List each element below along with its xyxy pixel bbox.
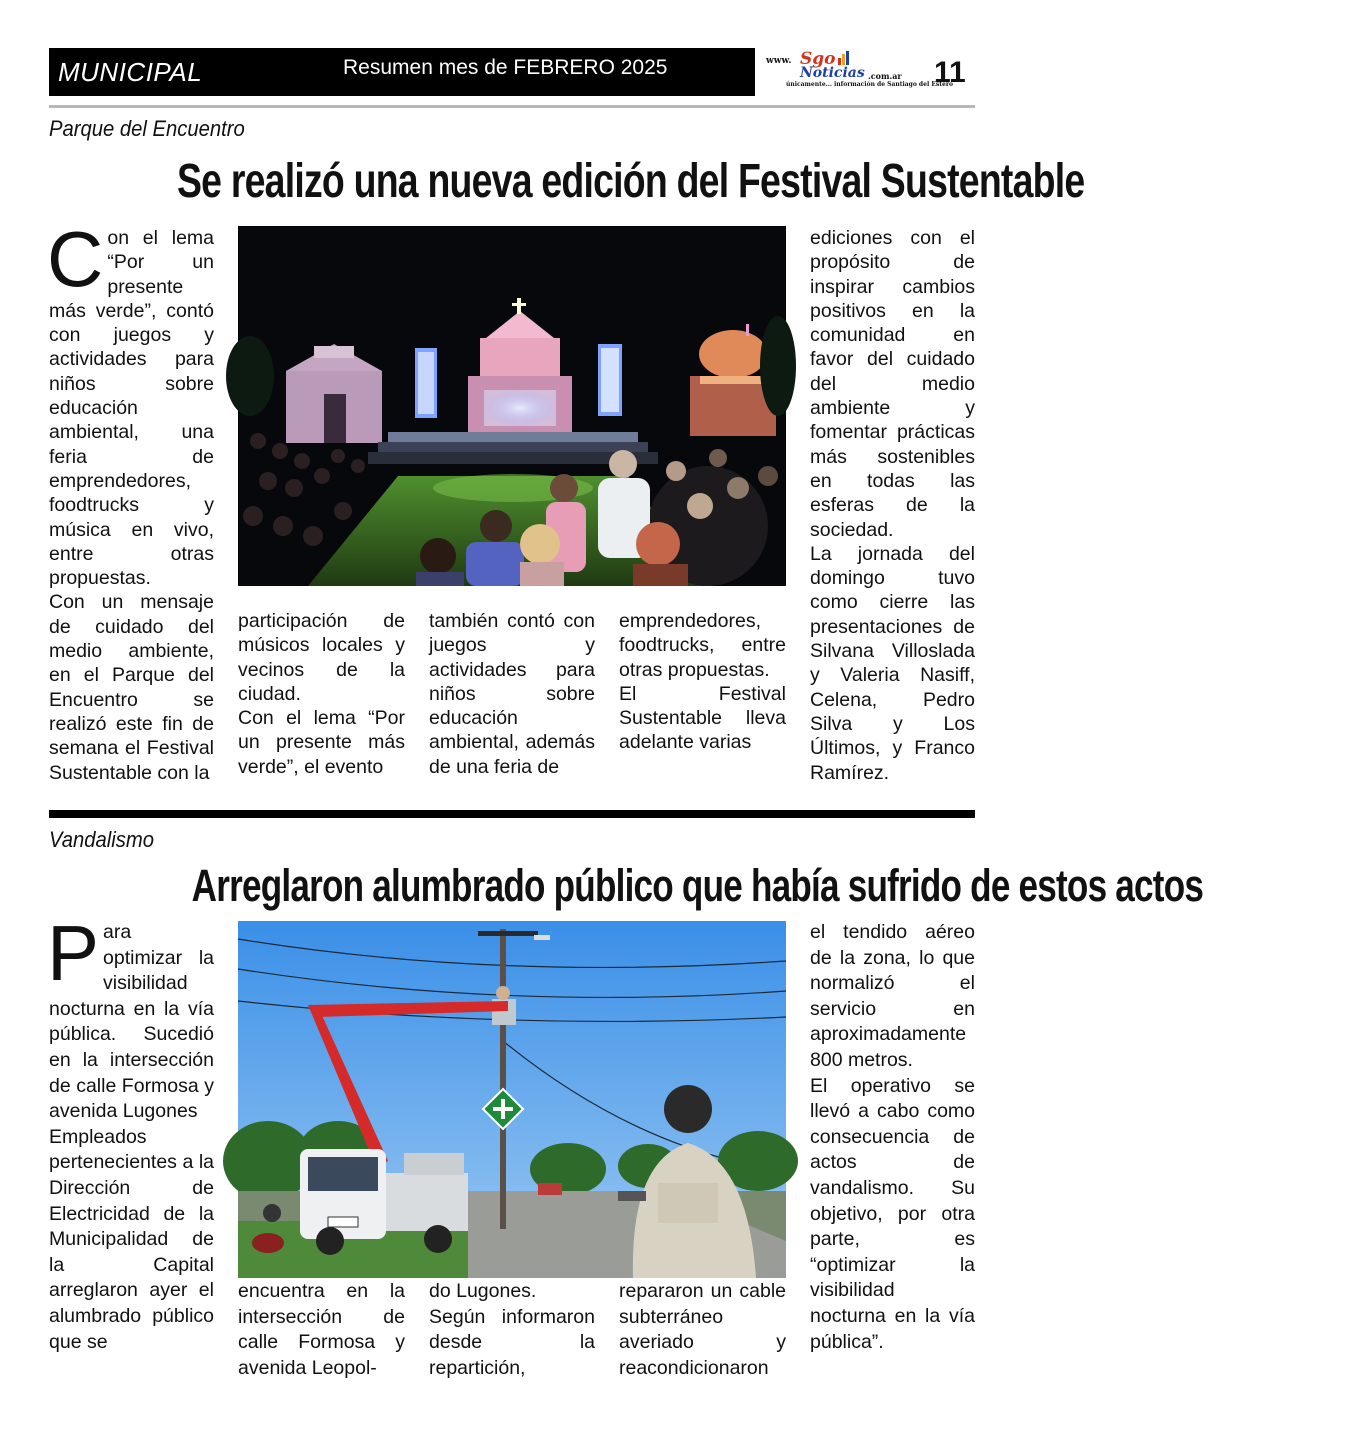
article1-column-2: [238, 609, 405, 779]
article1-col3-text: también contó con juegos y actividades para niños sobre educación ambiental, además de una feria de: [429, 610, 595, 778]
header-divider: [49, 105, 975, 108]
festival-photo-illustration: [238, 226, 786, 586]
article1-col4b-text: El Festival Sustentable lleva adelante varias: [619, 682, 786, 754]
article1-column-5: [810, 226, 975, 785]
article1-col2-text: participación de músicos locales y vecinos de la ciudad.: [238, 610, 405, 705]
article2-photo[interactable]: [238, 921, 786, 1278]
article2-col1b-text: Empleados pertenecientes a la Dirección de Electricidad de la Municipalidad de la Capital arreglaron ayer el alumbrado público que se: [49, 1125, 214, 1353]
section-title: MUNICIPAL: [58, 57, 203, 87]
article2-headline[interactable]: [49, 860, 1204, 912]
logo-tagline: únicamente... información de Santiago del Estero: [786, 81, 954, 88]
article1-kicker: Parque del Encuentro: [49, 116, 245, 141]
article2-col4-text: repararon un cable subterráneo averiado y reacondicionaron: [619, 1280, 786, 1379]
logo-domain: .com.ar: [868, 71, 902, 81]
article1-dropcap: C: [47, 215, 104, 303]
article2-column-1: [47, 909, 214, 1355]
article2-dropcap: P: [47, 909, 100, 997]
article2-column-2: [238, 1279, 405, 1381]
issue-summary: Resumen mes de FEBRERO 2025: [343, 56, 668, 79]
article1-col2b-text: Con el lema “Por un presente más verde”, el evento: [238, 707, 405, 778]
article2-col5b-text: El operativo se llevó a cabo como consecuencia de actos de vandalismo. Su objetivo, por otra parte, es “optimizar la visibilidad nocturna en la vía pública”.: [810, 1074, 975, 1353]
logo-brand-bottom: Noticias: [800, 65, 865, 81]
article1-column-4: [619, 609, 786, 755]
article2-kicker: Vandalismo: [49, 827, 155, 852]
article2-col2-text: encuentra en la intersección de calle Formosa y avenida Leopol-: [238, 1280, 405, 1379]
article2-column-3: [429, 1279, 595, 1381]
article1-col5-text: ediciones con el propósito de inspirar cambios positivos en la comunidad en favor del cuidado del medio ambiente y fomentar prácticas más sostenibles en todas las esferas de la sociedad.: [810, 227, 975, 541]
article2-col3b-text: Según informaron desde la repartición,: [429, 1305, 595, 1379]
article1-col4-text: emprendedores, foodtrucks, entre otras propuestas.: [619, 610, 786, 681]
article1-headline-text: Se realizó una nueva edición del Festival Sustentable: [176, 155, 1085, 208]
article2-col5-text: el tendido aéreo de la zona, lo que normalizó el servicio en aproximadamente 800 metros.: [810, 921, 975, 1071]
logo-www: www.: [766, 56, 792, 66]
article1-col1b-text: Con un mensaje de cuidado del medio ambiente, en el Parque del Encuentro se realizó este fin de semana el Festival Sustentable con la: [49, 591, 214, 784]
article1-col5b-text: La jornada del domingo tuvo como cierre las presentaciones de Silvana Villoslada y Valeria Nasiff, Celena, Pedro Silva y Los Últimos, y Franco Ramírez.: [810, 542, 975, 784]
article2-headline-text: Arreglaron alumbrado público que había sufrido de estos actos: [191, 860, 1204, 911]
article2-column-5: [810, 920, 975, 1355]
article2-col3-text: do Lugones.: [429, 1280, 537, 1302]
bars-icon: [838, 51, 852, 65]
lighting-repair-photo-illustration: [238, 921, 786, 1278]
article2-column-4: [619, 1279, 786, 1381]
article1-photo[interactable]: [238, 226, 786, 586]
article1-column-3: [429, 609, 595, 779]
article1-col1-text: on el lema “Por un presente más verde”, contó con juegos y actividades para niños sobre educación ambiental, una feria de emprendedores, foodtrucks y música en vivo, entre otras propuestas.: [49, 227, 214, 590]
logo-brand-top: Sgo: [800, 49, 836, 69]
article1-headline[interactable]: [49, 154, 1085, 209]
article-separator: [49, 810, 975, 818]
article1-column-1: [47, 215, 214, 785]
article2-col1-text: ara optimizar la visibilidad nocturna en la vía pública. Sucedió en la intersección de calle Formosa y avenida Lugones: [49, 921, 214, 1123]
page-number: 11: [934, 56, 966, 89]
